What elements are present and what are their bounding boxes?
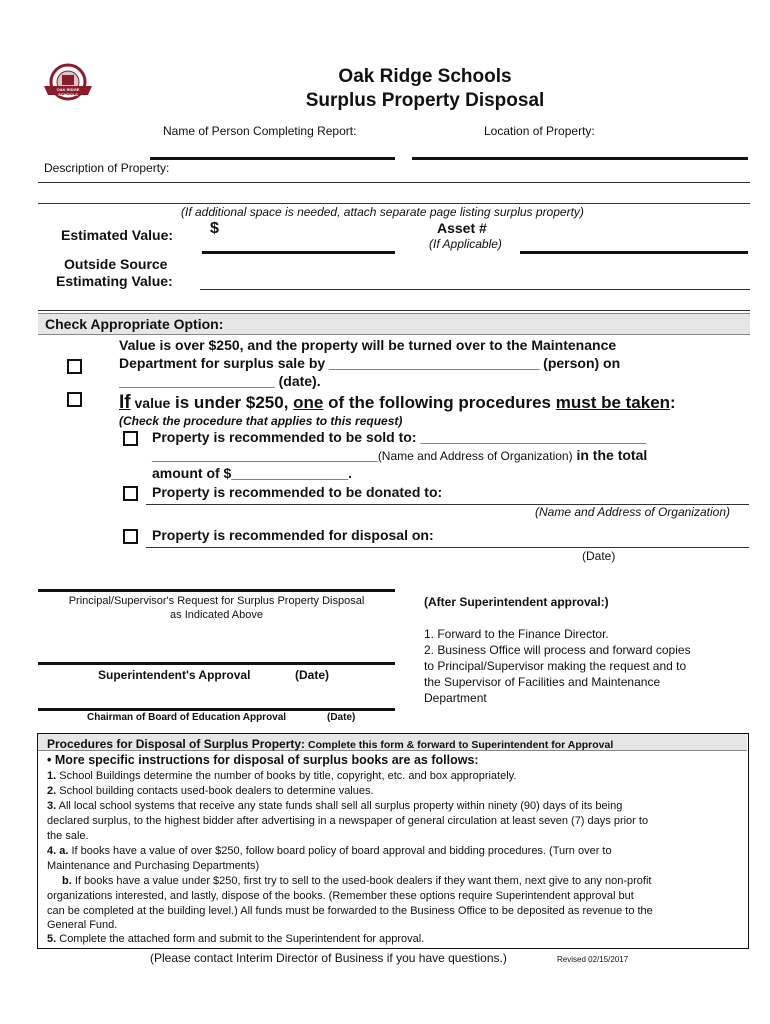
asset-note: (If Applicable) [429, 237, 502, 251]
sold-total: in the total [572, 447, 648, 463]
estimated-value-field[interactable] [202, 251, 395, 254]
asset-label: Asset # [437, 220, 487, 236]
name-field[interactable] [150, 157, 395, 160]
after-step-2a: 2. Business Office will process and forward copies [424, 643, 691, 657]
one-word: one [293, 393, 324, 412]
books-heading-text: More specific instructions for disposal of surplus books are as follows: [54, 753, 479, 767]
procedure-4b-num: b. [62, 875, 72, 887]
logo-text: OAK RIDGE SCHOOLS [56, 87, 80, 97]
bullet-icon: • [47, 753, 52, 767]
disposal-label: Property is recommended for disposal on: [152, 527, 434, 543]
outside-source-label-1: Outside Source [64, 256, 168, 272]
procedure-5-text: Complete the attached form and submit to the Superintendent for approval. [56, 933, 425, 945]
procedure-2-text: School building contacts used-book dealers to determine values. [56, 785, 374, 797]
procedure-4a [47, 845, 612, 857]
after-step-2c: the Supervisor of Facilities and Maintenance [424, 675, 661, 689]
name-label: Name of Person Completing Report: [163, 124, 357, 138]
under-of: of the following procedures [323, 393, 556, 412]
after-step-1: 1. Forward to the Finance Director. [424, 627, 609, 641]
procedure-3-line-b: declared surplus, to the highest bidder after advertising in a newspaper of general circulation at least seven (7) days prior to [47, 815, 649, 827]
option-over-250-checkbox[interactable] [67, 359, 82, 374]
disposal-field[interactable] [146, 547, 749, 548]
superintendent-signature-line[interactable] [38, 662, 395, 665]
procedure-3 [47, 800, 622, 812]
option-under-250-heading [119, 392, 676, 414]
sold-label: Property is recommended to be sold to: _____________________________ [152, 429, 647, 445]
procedure-2-num: 2. [47, 785, 57, 797]
revised-date: Revised 02/15/2017 [557, 955, 629, 964]
option-over-250-line-1: Value is over $250, and the property will be turned over to the Maintenance [119, 337, 617, 353]
procedure-4-text-a: If books have a value of over $250, follow board policy of board approval and bidding procedures. (Turn over to [68, 845, 612, 857]
disposal-checkbox[interactable] [123, 529, 138, 544]
chairman-label: Chairman of Board of Education Approval [87, 712, 287, 723]
option-over-250-line-2: Department for surplus sale by ___________________________ (person) on [119, 355, 621, 371]
principal-label-2: as Indicated Above [170, 609, 263, 621]
page-subtitle: Surplus Property Disposal [305, 90, 545, 111]
procedure-3-text-a: All local school systems that receive any state funds shall sell all surplus property within ninety (90) days of its being [56, 800, 623, 812]
dollar-sign: $ [210, 220, 219, 237]
procedure-4b-line-e: can be completed at the building level.) All funds must be forwarded to the Business Office to be deposited as revenue to the [47, 905, 653, 917]
procedure-3-line-c: the sale. [47, 830, 89, 842]
books-heading [47, 753, 479, 767]
sold-line-2 [152, 447, 647, 465]
procedures-title: Procedures for Disposal of Surplus Property: [47, 737, 306, 751]
after-step-2b: to Principal/Supervisor making the request and to [424, 659, 687, 673]
procedure-4b [62, 875, 651, 887]
school-logo [42, 62, 94, 104]
sold-org-note: (Name and Address of Organization) [377, 449, 573, 463]
asset-field[interactable] [520, 251, 748, 254]
outside-source-label-2: Estimating Value: [56, 273, 173, 289]
procedures-instruction: Complete this form & forward to Superintendent for Approval [305, 739, 614, 751]
chairman-date-label: (Date) [327, 712, 356, 723]
superintendent-label: Superintendent's Approval [98, 668, 251, 682]
contact-note: (Please contact Interim Director of Business if you have questions.) [150, 951, 507, 965]
chairman-signature-line[interactable] [38, 708, 395, 711]
option-under-250-checkbox[interactable] [67, 392, 82, 407]
must-be-taken: must be taken [555, 393, 671, 412]
superintendent-date-label: (Date) [295, 668, 330, 682]
location-label: Location of Property: [484, 124, 595, 138]
description-field-line-2[interactable] [38, 203, 750, 204]
donated-label: Property is recommended to be donated to: [152, 484, 443, 500]
estimated-value-label: Estimated Value: [61, 227, 174, 243]
divider [38, 310, 750, 311]
after-step-2d: Department [424, 691, 487, 705]
description-field-line-1[interactable] [38, 182, 750, 183]
value-word: value [130, 395, 171, 411]
procedures-header [47, 735, 613, 753]
procedure-4b-line-f: General Fund. [47, 919, 118, 931]
location-field[interactable] [412, 157, 748, 160]
under-mid: is under $250, [170, 393, 294, 412]
option-over-250-line-3: ____________________ (date). [119, 373, 321, 389]
sold-checkbox[interactable] [123, 431, 138, 446]
outside-source-field[interactable] [200, 289, 750, 290]
page-title: Oak Ridge Schools [338, 66, 512, 87]
options-header: Check Appropriate Option: [45, 316, 224, 332]
under-colon: : [670, 393, 676, 412]
procedure-1-text: School Buildings determine the number of books by title, copyright, etc. and box appropriately. [56, 770, 517, 782]
principal-label-1: Principal/Supervisor's Request for Surplus Property Disposal [68, 595, 365, 607]
procedure-4-num: 4. a. [47, 845, 69, 857]
procedure-4b-line-d: organizations interested, and lastly, dispose of the books. (Remember these options require Superintendent approval but [47, 890, 634, 902]
procedure-5 [47, 933, 424, 945]
sold-amount: amount of $_______________. [152, 465, 353, 481]
description-label: Description of Property: [44, 161, 170, 175]
procedure-4a-line-b: Maintenance and Purchasing Departments) [47, 860, 260, 872]
procedure-1-num: 1. [47, 770, 57, 782]
check-note: (Check the procedure that applies to this request) [119, 414, 403, 428]
after-approval-title: (After Superintendent approval:) [424, 595, 609, 609]
donated-checkbox[interactable] [123, 486, 138, 501]
sold-blank: _____________________________ [152, 447, 378, 463]
procedure-4b-text: If books have a value under $250, first try to sell to the used-book dealers if they want them, next give to any non-profit [71, 875, 652, 887]
if-word: If [119, 392, 131, 413]
principal-signature-line[interactable] [38, 589, 395, 592]
procedure-3-num: 3. [47, 800, 57, 812]
procedure-2 [47, 785, 374, 797]
donated-note: (Name and Address of Organization) [535, 505, 730, 519]
additional-space-note: (If additional space is needed, attach separate page listing surplus property) [181, 205, 584, 219]
disposal-date-note: (Date) [582, 549, 616, 563]
procedure-5-num: 5. [47, 933, 57, 945]
procedure-1 [47, 770, 516, 782]
